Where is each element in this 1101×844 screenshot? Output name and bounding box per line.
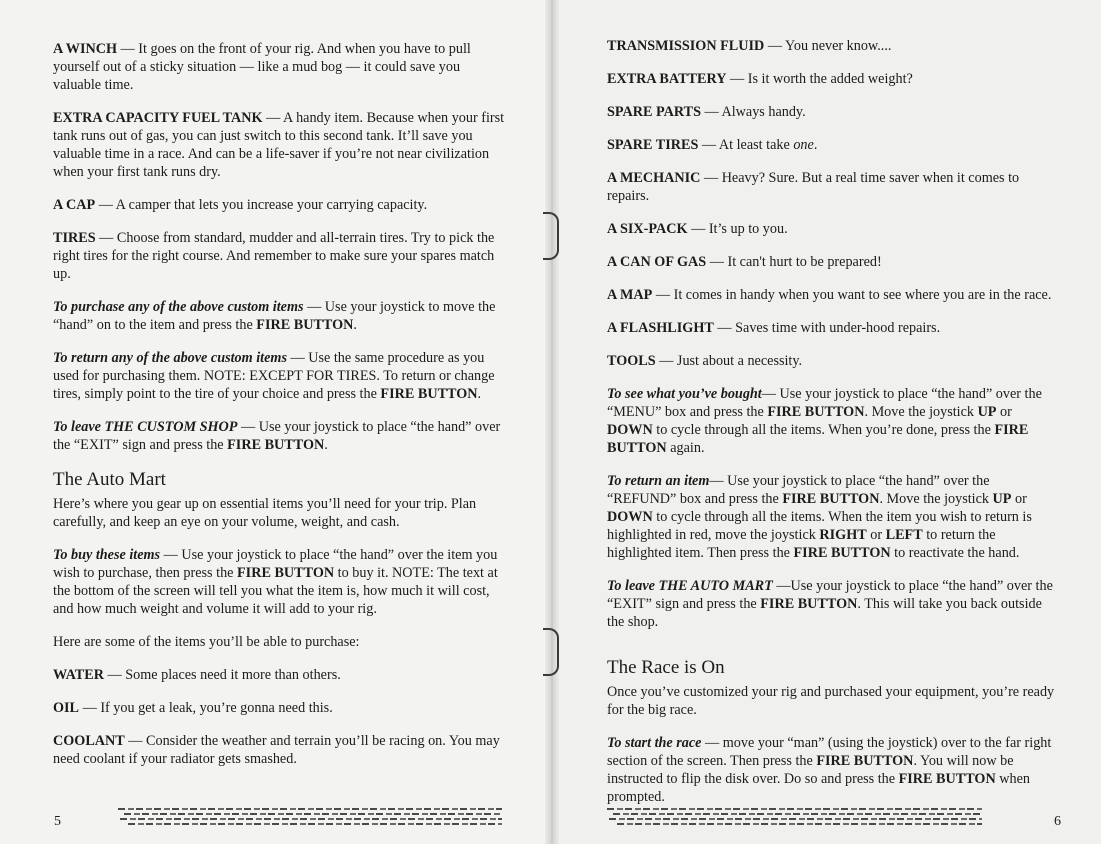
auto-mart-heading: The Auto Mart [53, 469, 166, 490]
item-spare-tires: SPARE TIRES — At least take one. [607, 137, 818, 153]
right-page-text [607, 37, 1059, 821]
purchase-instructions: To purchase any of the above custom items — Use your joystick to move the “hand” on to the item and press the FIRE BUTTON. [53, 299, 496, 333]
item-spare-parts: SPARE PARTS — Always handy. [607, 104, 806, 120]
buy-instructions: To buy these items — Use your joystick to place “the hand” over the item you wish to purchase, then press the FIRE BUTTON to buy it. NOTE: The text at the bottom of the screen will tell you what the item is, how much it will cost, and how much weight and volume it will add to your rig. [53, 547, 498, 617]
right-page [552, 0, 1101, 844]
item-mechanic: A MECHANIC — Heavy? Sure. But a real time saver when it comes to repairs. [607, 170, 1020, 204]
see-bought-instructions: To see what you’ve bought— Use your joystick to place “the hand” over the “MENU” box and press the FIRE BUTTON. Move the joystick UP or DOWN to cycle through all the items. When you’re done, press the FIRE BUTTON again. [607, 386, 1042, 456]
staple-bottom [543, 628, 559, 676]
left-page-text [53, 40, 508, 783]
footer-rule [607, 806, 982, 826]
leave-shop-instructions: To leave THE CUSTOM SHOP — Use your joystick to place “the hand” over the “EXIT” sign and press the FIRE BUTTON. [53, 419, 501, 453]
item-extra-fuel-tank: EXTRA CAPACITY FUEL TANK — A handy item. Because when your first tank runs out of gas, you can just switch to this second tank. It’ll save you valuable time in a race. And can be a life-saver if you’re not near civilization when your first tank runs dry. [53, 110, 505, 180]
item-water: WATER — Some places need it more than others. [53, 667, 341, 683]
item-oil: OIL — If you get a leak, you’re gonna need this. [53, 700, 333, 716]
item-extra-battery: EXTRA BATTERY — Is it worth the added weight? [607, 71, 913, 87]
book-gutter [545, 0, 559, 844]
item-map: A MAP — It comes in handy when you want to see where you are in the race. [607, 287, 1052, 303]
return-instructions: To return any of the above custom items — Use the same procedure as you used for purchasing them. NOTE: EXCEPT FOR TIRES. To return or change tires, simply point to the tire of your choice and press the FIRE BUTTON. [53, 350, 495, 402]
item-flashlight: A FLASHLIGHT — Saves time with under-hood repairs. [607, 320, 941, 336]
leave-auto-mart-instructions: To leave THE AUTO MART —Use your joystick to place “the hand” over the “EXIT” sign and press the FIRE BUTTON. This will take you back outside the shop. [607, 578, 1053, 630]
staple-top [543, 212, 559, 260]
race-heading: The Race is On [607, 657, 725, 678]
race-intro: Once you’ve customized your rig and purchased your equipment, you’re ready for the big race. [607, 684, 1055, 718]
auto-mart-intro: Here’s where you gear up on essential items you’ll need for your trip. Plan carefully, and keep an eye on your volume, weight, and cash. [53, 496, 477, 530]
item-coolant: COOLANT — Consider the weather and terrain you’ll be racing on. You may need coolant if your radiator gets smashed. [53, 733, 500, 767]
page-number: 6 [1054, 814, 1061, 829]
item-six-pack: A SIX-PACK — It’s up to you. [607, 221, 788, 237]
item-transmission-fluid: TRANSMISSION FLUID — You never know.... [607, 38, 892, 54]
start-race-instructions: To start the race — move your “man” (using the joystick) over to the far right section of the screen. Then press the FIRE BUTTON. You will now be instructed to flip the disk over. Do so and press the FIRE BUTTON when prompted. [607, 735, 1052, 805]
item-tools: TOOLS — Just about a necessity. [607, 353, 803, 369]
item-cap: A CAP — A camper that lets you increase your carrying capacity. [53, 197, 428, 213]
footer-rule [118, 806, 502, 826]
items-intro: Here are some of the items you’ll be able to purchase: [53, 634, 360, 650]
page-number: 5 [54, 814, 61, 829]
item-can-of-gas: A CAN OF GAS — It can't hurt to be prepared! [607, 254, 882, 270]
item-winch: A WINCH — It goes on the front of your rig. And when you have to pull yourself out of a sticky situation — like a mud bog — it could save you valuable time. [53, 41, 471, 93]
return-item-instructions: To return an item— Use your joystick to place “the hand” over the “REFUND” box and press the FIRE BUTTON. Move the joystick UP or DOWN to cycle through all the items. When the item you wish to return is highlighted in red, move the joystick RIGHT or LEFT to return the highlighted item. Then press the FIRE BUTTON to reactivate the hand. [607, 473, 1032, 561]
item-tires: TIRES — Choose from standard, mudder and all-terrain tires. Try to pick the right tires for the right course. And remember to make sure your spares match up. [53, 230, 495, 282]
